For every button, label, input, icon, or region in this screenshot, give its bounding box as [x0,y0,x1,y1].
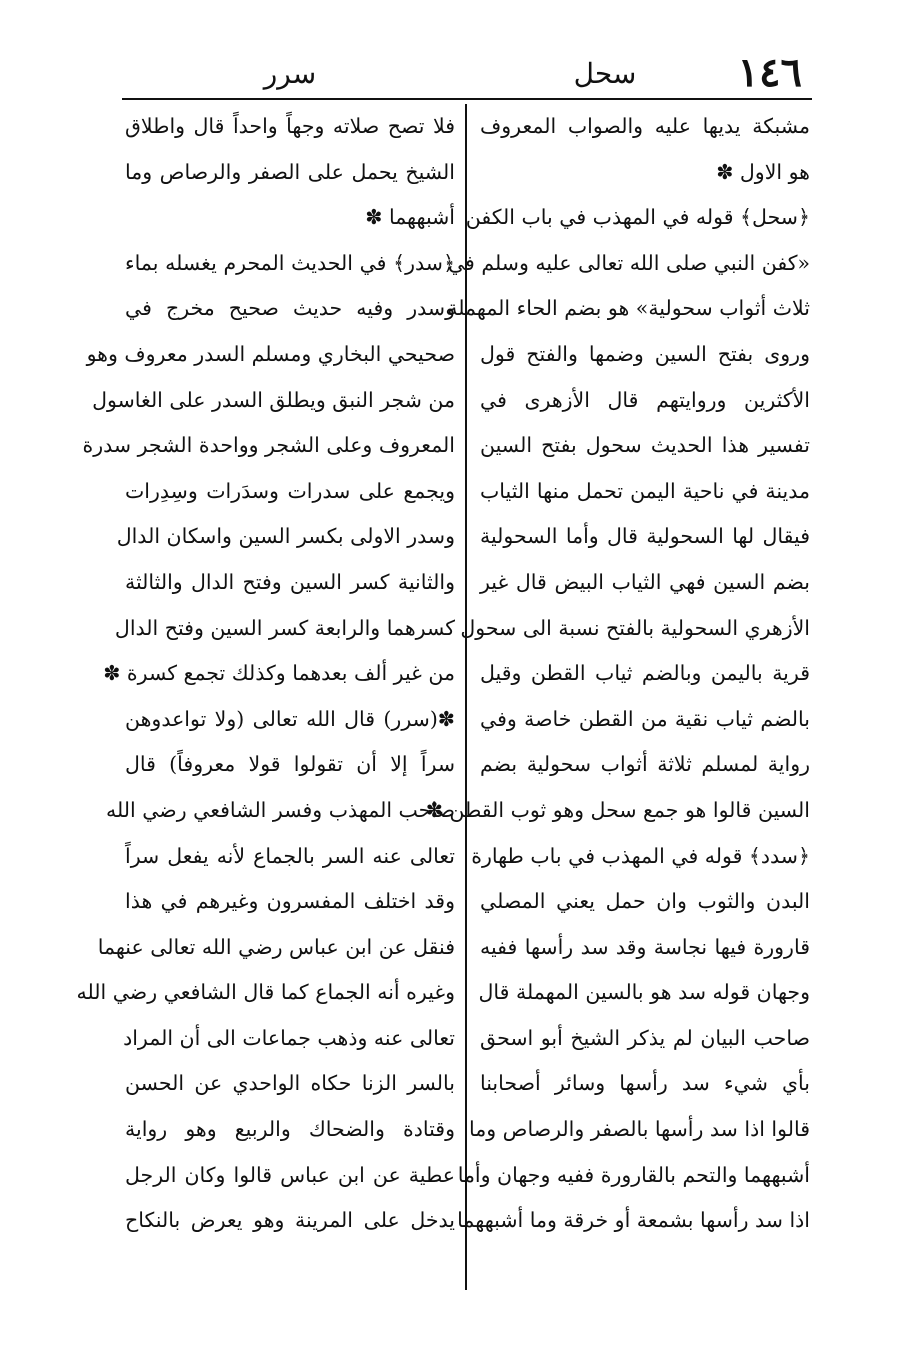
text-line: صاحب المهذب وفسر الشافعي رضي الله [105,797,455,822]
text-line: وسدر وفيه حديث صحيح مخرج في [125,296,455,321]
text-line: وقتادة والضحاك والربيع وهو رواية [125,1117,455,1142]
text-line: فيقال لها السحولية قال وأما السحولية [480,524,810,549]
text-line: بضم السين فهي الثياب البيض قال غير [480,569,810,594]
text-line: السين قالوا هو جمع سحل وهو ثوب القطن ✽ [425,797,810,822]
text-line: ثلاث أثواب سحولية» هو بضم الحاء المهملة [447,296,810,321]
text-line: ويجمع على سدرات وسدَرات وسِدِرات [125,478,455,503]
text-line: الأزهري السحولية بالفتح نسبة الى سحول [460,615,810,640]
text-line: المعروف وعلى الشجر وواحدة الشجر سدرة [82,433,455,458]
text-line: كسرهما والرابعة كسر السين وفتح الدال [114,615,455,640]
text-line: والثانية كسر السين وفتح الدال والثالثة [125,569,455,594]
text-line: هو الاول ✽ [716,159,810,184]
page-number: ١٤٦ [737,49,802,96]
text-line: تفسير هذا الحديث سحول بفتح السين [480,433,810,458]
text-line: اذا سد رأسها بشمعة أو خرقة وما أشبههما [457,1208,810,1233]
text-line: الشيخ يحمل على الصفر والرصاص وما [125,159,455,184]
text-line: الأكثرين وروايتهم قال الأزهرى في [480,387,810,412]
text-line: قارورة فيها نجاسة وقد سد رأسها ففيه [480,934,810,959]
text-line: قرية باليمن وبالضم ثياب القطن وقيل [480,661,810,686]
text-line: تعالى عنه السر بالجماع لأنه يفعل سراً [125,843,455,868]
text-line: وجهان قوله سد هو بالسين المهملة قال [478,980,810,1005]
text-line: سراً إلا أن تقولوا قولا معروفاً) قال [125,752,455,777]
text-line: تعالى عنه وذهب جماعات الى أن المراد [123,1025,455,1050]
text-line: ﴿سدر﴾ في الحديث المحرم يغسله بماء [125,250,455,275]
text-line: صحيحي البخاري ومسلم السدر معروف وهو [86,341,455,366]
text-line: فلا تصح صلاته وجهاً واحداً قال واطلاق [125,114,455,138]
text-line: وغيره أنه الجماع كما قال الشافعي رضي الله [76,980,455,1005]
text-line: أشبههما ✽ [365,205,455,230]
right-column [425,104,810,1290]
text-line: يدخل على المرينة وهو يعرض بالنكاح [125,1208,455,1233]
text-line: وروى بفتح السين وضمها والفتح قول [480,341,810,366]
text-line: مدينة في ناحية اليمن تحمل منها الثياب [480,478,810,503]
text-line: وقد اختلف المفسرون وغيرهم في هذا [125,889,455,914]
text-line: صاحب البيان لم يذكر الشيخ أبو اسحق [480,1025,810,1050]
text-line: وسدر الاولى بكسر السين واسكان الدال [116,524,455,549]
left-column [76,104,455,1290]
running-head-right: سحل [573,57,637,90]
text-line: قالوا اذا سد رأسها بالصفر والرصاص وما [469,1117,810,1142]
header-rule [122,98,812,100]
text-line: رواية لمسلم ثلاثة أثواب سحولية بضم [480,752,810,777]
text-line: بأي شيء سد رأسها وسائر أصحابنا [480,1071,810,1096]
text-line: البدن والثوب وان حمل يعني المصلي [480,889,810,914]
text-line: عطية عن ابن عباس قالوا وكان الرجل [125,1162,455,1187]
text-line: ✽(سرر) قال الله تعالى (ولا تواعدوهن [125,706,455,731]
text-line: ﴿سحل﴾ قوله في المهذب في باب الكفن [465,205,810,230]
text-line: أشبههما والتحم بالقارورة ففيه وجهان وأما [457,1162,810,1187]
text-line: من شجر النبق ويطلق السدر على الغاسول [92,387,455,412]
text-line: فنقل عن ابن عباس رضي الله تعالى عنهما [97,934,455,959]
text-line: مشبكة يديها عليه والصواب المعروف [480,114,810,138]
page-header [0,50,923,96]
text-line: بالسر الزنا حكاه الواحدي عن الحسن [125,1071,455,1096]
text-line: ﴿سدد﴾ قوله في المهذب في باب طهارة [471,843,810,868]
text-line: بالضم ثياب نقية من القطن خاصة وفي [480,706,810,731]
running-head-left: سرر [263,57,317,90]
text-line: «كفن النبي صلى الله تعالى عليه وسلم في [447,250,810,275]
text-line: من غير ألف بعدهما وكذلك تجمع كسرة ✽ [103,661,455,686]
